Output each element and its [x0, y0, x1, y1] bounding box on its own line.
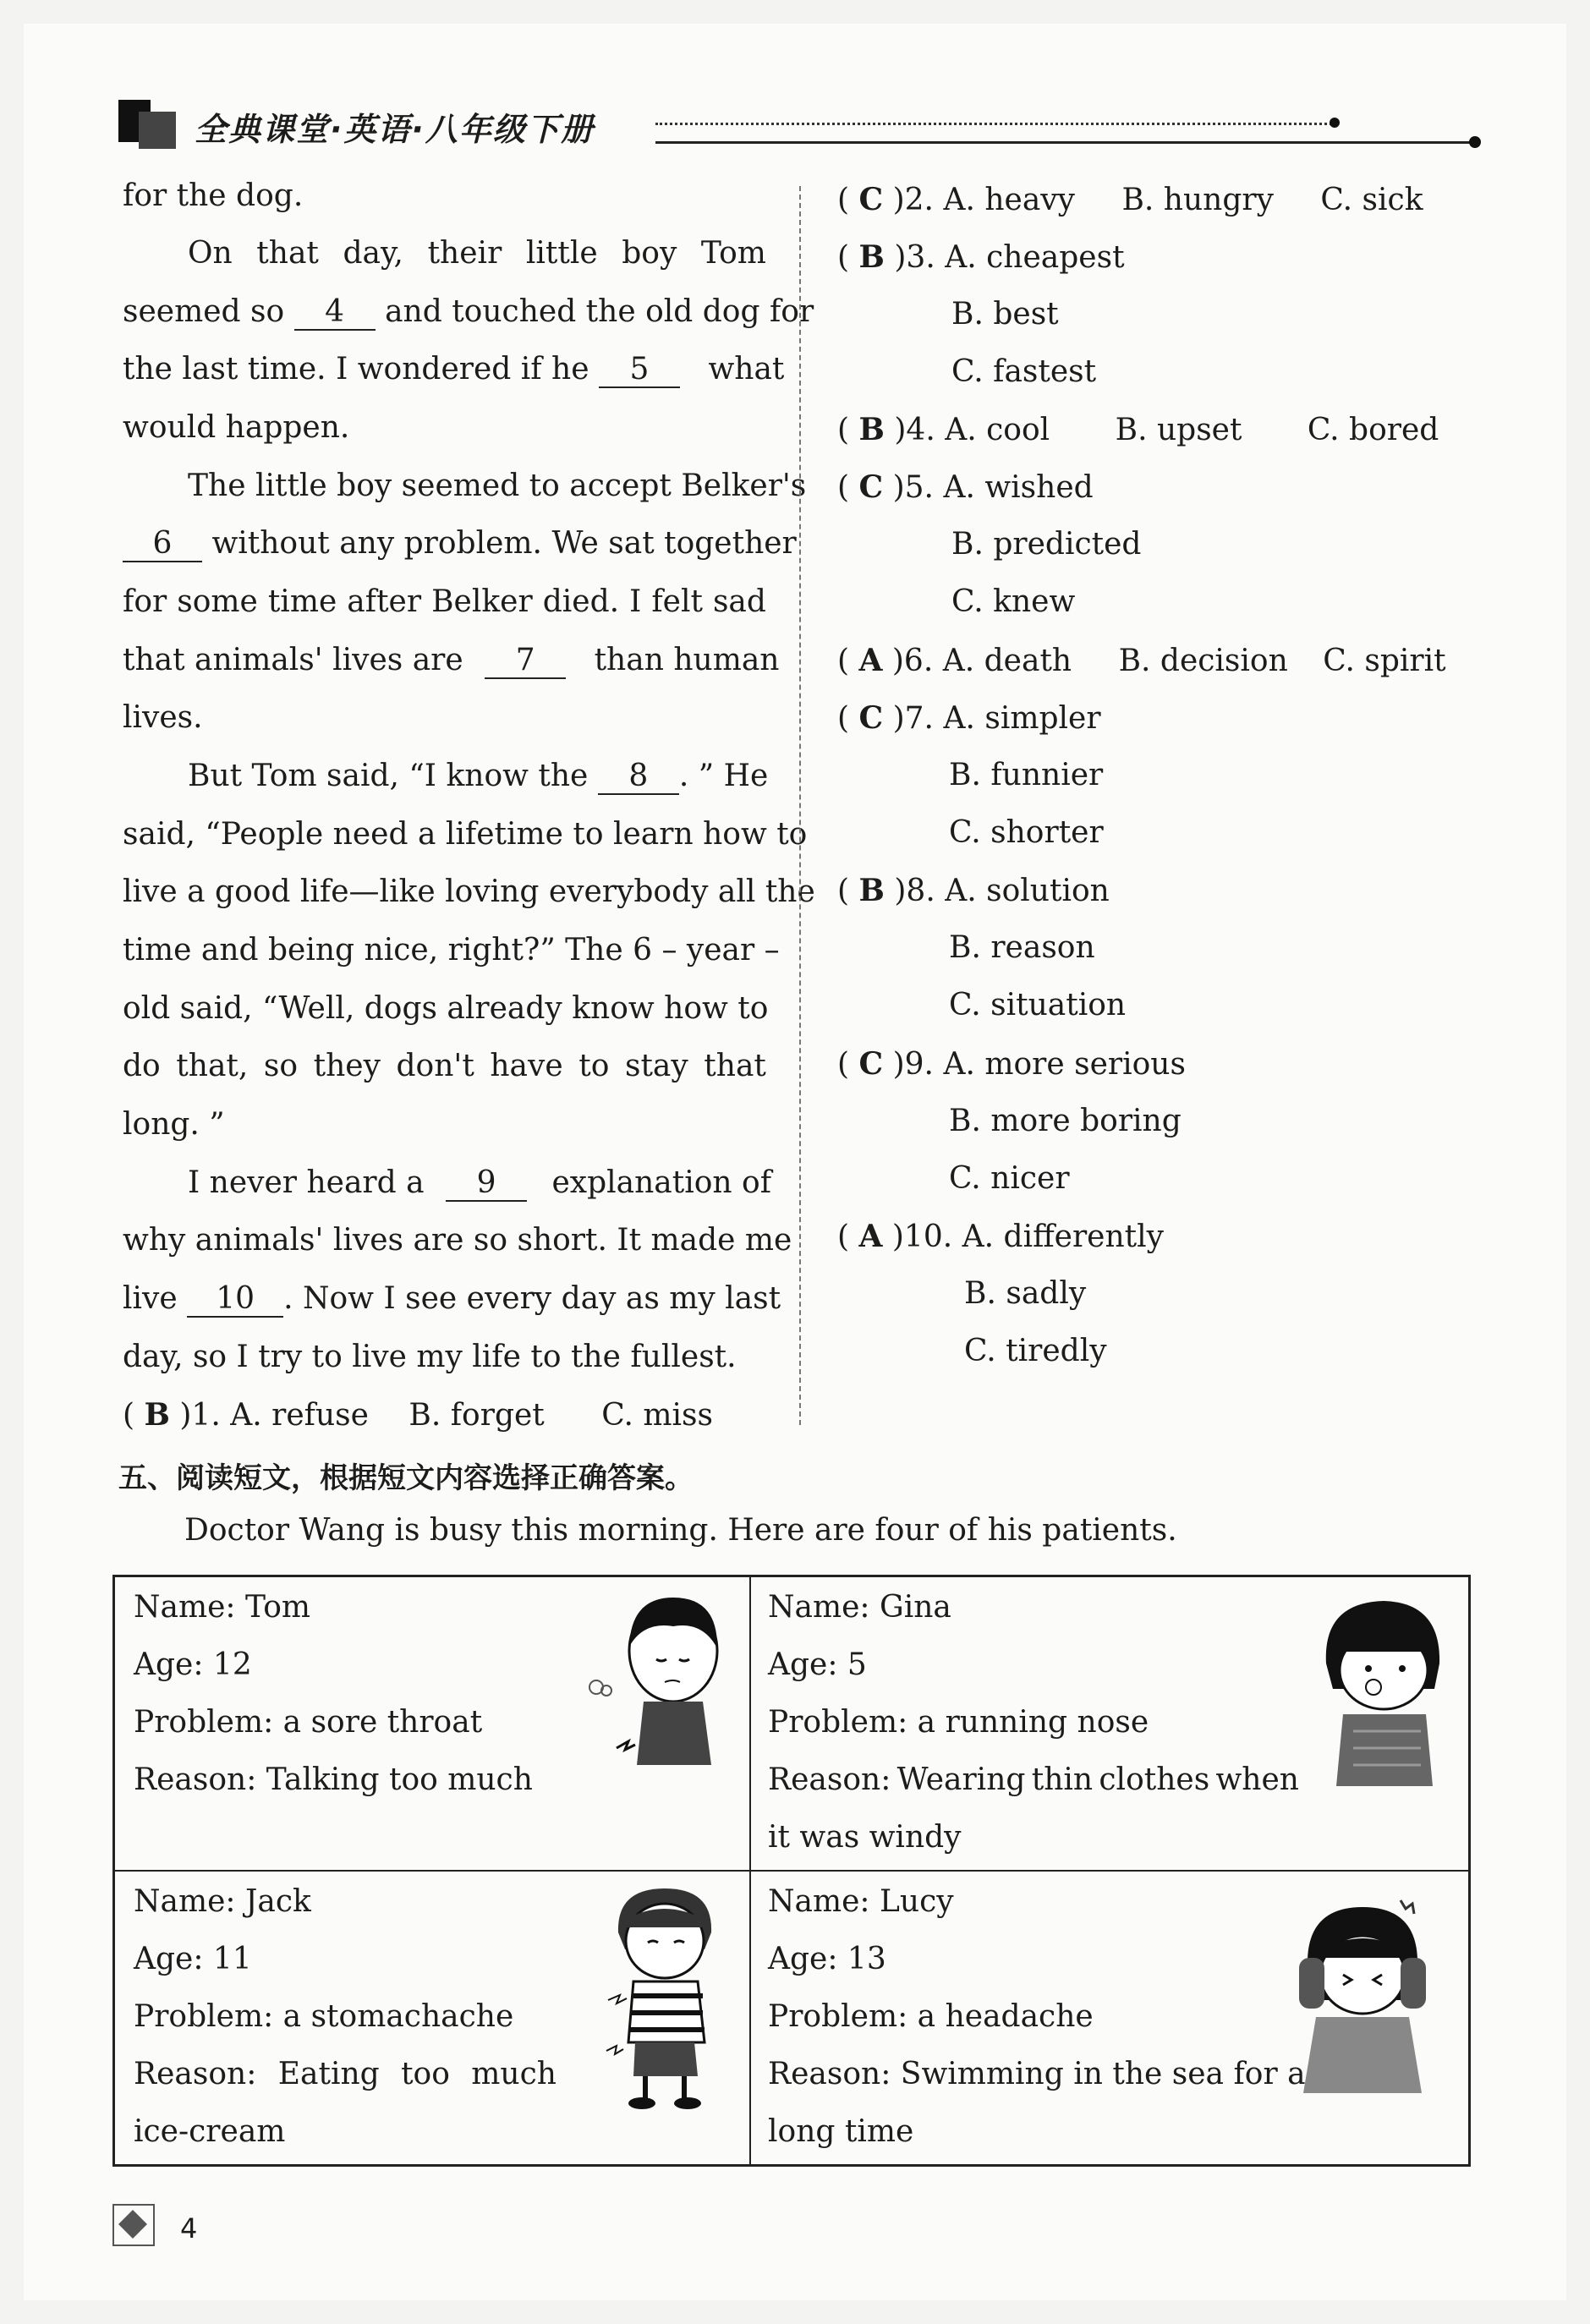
question-3: ( B )3. A. cheapest — [837, 239, 1125, 275]
question-10: ( A )10. A. differently — [837, 1219, 1164, 1254]
passage-line: On that day, their little boy Tom — [188, 236, 766, 271]
question-4: ( B )4. A. cool B. upset C. bored — [837, 412, 1439, 447]
tom-illustration — [584, 1587, 728, 1769]
passage-line: long. ” — [123, 1107, 225, 1142]
header-rule — [655, 141, 1472, 144]
option-3b: B. best — [951, 297, 1059, 332]
blank-9: 9 — [446, 1166, 527, 1202]
passage-line: that animals' lives are 7 than human — [123, 643, 780, 677]
passage-line: lives. — [123, 700, 203, 735]
jack-problem: Problem: a stomachache — [134, 1999, 514, 2034]
section-heading: 五、阅读短文，根据短文内容选择正确答案。 — [118, 1461, 694, 1495]
lucy-illustration — [1282, 1890, 1443, 2102]
jack-reason: Reason: Eating too much — [134, 2057, 556, 2091]
answer-6: A — [858, 643, 883, 678]
page-number: 4 — [180, 2212, 198, 2245]
passage-line: 6 without any problem. We sat together — [123, 525, 797, 562]
patients-table — [112, 1575, 1471, 2167]
page-marker-icon — [112, 2204, 155, 2246]
answer-5: C — [858, 469, 884, 505]
section-intro: Doctor Wang is busy this morning. Here are four of his patients. — [184, 1513, 1177, 1548]
jack-reason-cont: ice-cream — [134, 2114, 286, 2149]
lucy-reason-cont: long time — [768, 2114, 914, 2149]
answer-4: B — [858, 412, 885, 447]
lucy-reason: Reason: Swimming in the sea for a — [768, 2057, 1306, 2091]
passage-line: the last time. I wondered if he 5 what — [123, 352, 785, 386]
option-8b: B. reason — [949, 930, 1095, 965]
header-dot — [1469, 136, 1481, 148]
gina-reason: Reason: Wearing thin clothes when — [768, 1762, 1299, 1797]
blank-4: 4 — [294, 295, 376, 331]
passage-line: old said, “Well, dogs already know how to — [123, 991, 769, 1026]
blank-10: 10 — [187, 1282, 283, 1318]
gina-illustration — [1308, 1587, 1451, 1799]
header-logo-blocks — [118, 100, 179, 147]
jack-name: Name: Jack — [134, 1884, 311, 1919]
header-title: 全典课堂·英语·八年级下册 — [195, 111, 595, 148]
answer-1: B — [144, 1397, 170, 1433]
gina-problem: Problem: a running nose — [768, 1705, 1149, 1740]
option-5b: B. predicted — [951, 527, 1142, 562]
passage-line: do that, so they don't have to stay that — [123, 1049, 766, 1083]
header-dotted-rule — [655, 123, 1332, 125]
question-1: ( B )1. A. refuse B. forget C. miss — [123, 1397, 713, 1433]
option-7b: B. funnier — [949, 758, 1104, 792]
blank-7: 7 — [485, 644, 566, 679]
passage-line: for some time after Belker died. I felt sad — [123, 584, 766, 619]
header-dot — [1330, 118, 1340, 128]
passage-line: I never heard a 9 explanation of — [188, 1165, 772, 1200]
answer-9: C — [858, 1046, 884, 1082]
answer-2: C — [858, 182, 884, 217]
option-5c: C. knew — [951, 584, 1076, 619]
passage-line: But Tom said, “I know the 8 . ” He — [188, 759, 769, 793]
tom-age: Age: 12 — [134, 1647, 252, 1682]
passage-line: day, so I try to live my life to the fullest. — [123, 1340, 737, 1374]
lucy-problem: Problem: a headache — [768, 1999, 1094, 2034]
passage-line: said, “People need a lifetime to learn how to — [123, 817, 808, 852]
tom-name: Name: Tom — [134, 1590, 311, 1625]
option-10c: C. tiredly — [964, 1334, 1107, 1368]
answer-3: B — [858, 239, 885, 275]
blank-8: 8 — [598, 759, 679, 795]
passage-line: why animals' lives are so short. It made me — [123, 1223, 792, 1258]
question-5: ( C )5. A. wished — [837, 469, 1094, 505]
tom-reason: Reason: Talking too much — [134, 1762, 533, 1797]
column-divider — [799, 186, 801, 1425]
answer-7: C — [858, 700, 884, 736]
passage-line: seemed so 4 and touched the old dog for — [123, 294, 814, 329]
jack-illustration — [593, 1882, 737, 2118]
answer-8: B — [858, 873, 885, 908]
blank-5: 5 — [599, 353, 680, 388]
question-9: ( C )9. A. more serious — [837, 1046, 1186, 1082]
question-8: ( B )8. A. solution — [837, 873, 1110, 908]
passage-line: live a good life—like loving everybody all the — [123, 874, 815, 909]
option-3c: C. fastest — [951, 354, 1097, 389]
passage-line: would happen. — [123, 410, 350, 445]
question-7: ( C )7. A. simpler — [837, 700, 1101, 736]
option-9c: C. nicer — [949, 1161, 1070, 1196]
option-10b: B. sadly — [964, 1276, 1087, 1311]
passage-line: time and being nice, right?” The 6 – year – — [123, 933, 780, 967]
passage-line: The little boy seemed to accept Belker's — [188, 469, 807, 503]
question-6: ( A )6. A. death B. decision C. spirit — [837, 643, 1446, 678]
tom-problem: Problem: a sore throat — [134, 1705, 483, 1740]
lucy-name: Name: Lucy — [768, 1884, 954, 1919]
blank-6: 6 — [123, 527, 202, 562]
gina-age: Age: 5 — [768, 1647, 867, 1682]
passage-line: live 10 . Now I see every day as my last — [123, 1281, 781, 1316]
answer-10: A — [858, 1219, 883, 1254]
question-2: ( C )2. A. heavy B. hungry C. sick — [837, 182, 1423, 217]
gina-name: Name: Gina — [768, 1590, 951, 1625]
gina-reason-cont: it was windy — [768, 1820, 962, 1855]
option-7c: C. shorter — [949, 815, 1104, 850]
option-9b: B. more boring — [949, 1104, 1182, 1138]
passage-line: for the dog. — [123, 178, 304, 213]
option-8c: C. situation — [949, 988, 1127, 1022]
lucy-age: Age: 13 — [768, 1942, 886, 1976]
jack-age: Age: 11 — [134, 1942, 252, 1976]
